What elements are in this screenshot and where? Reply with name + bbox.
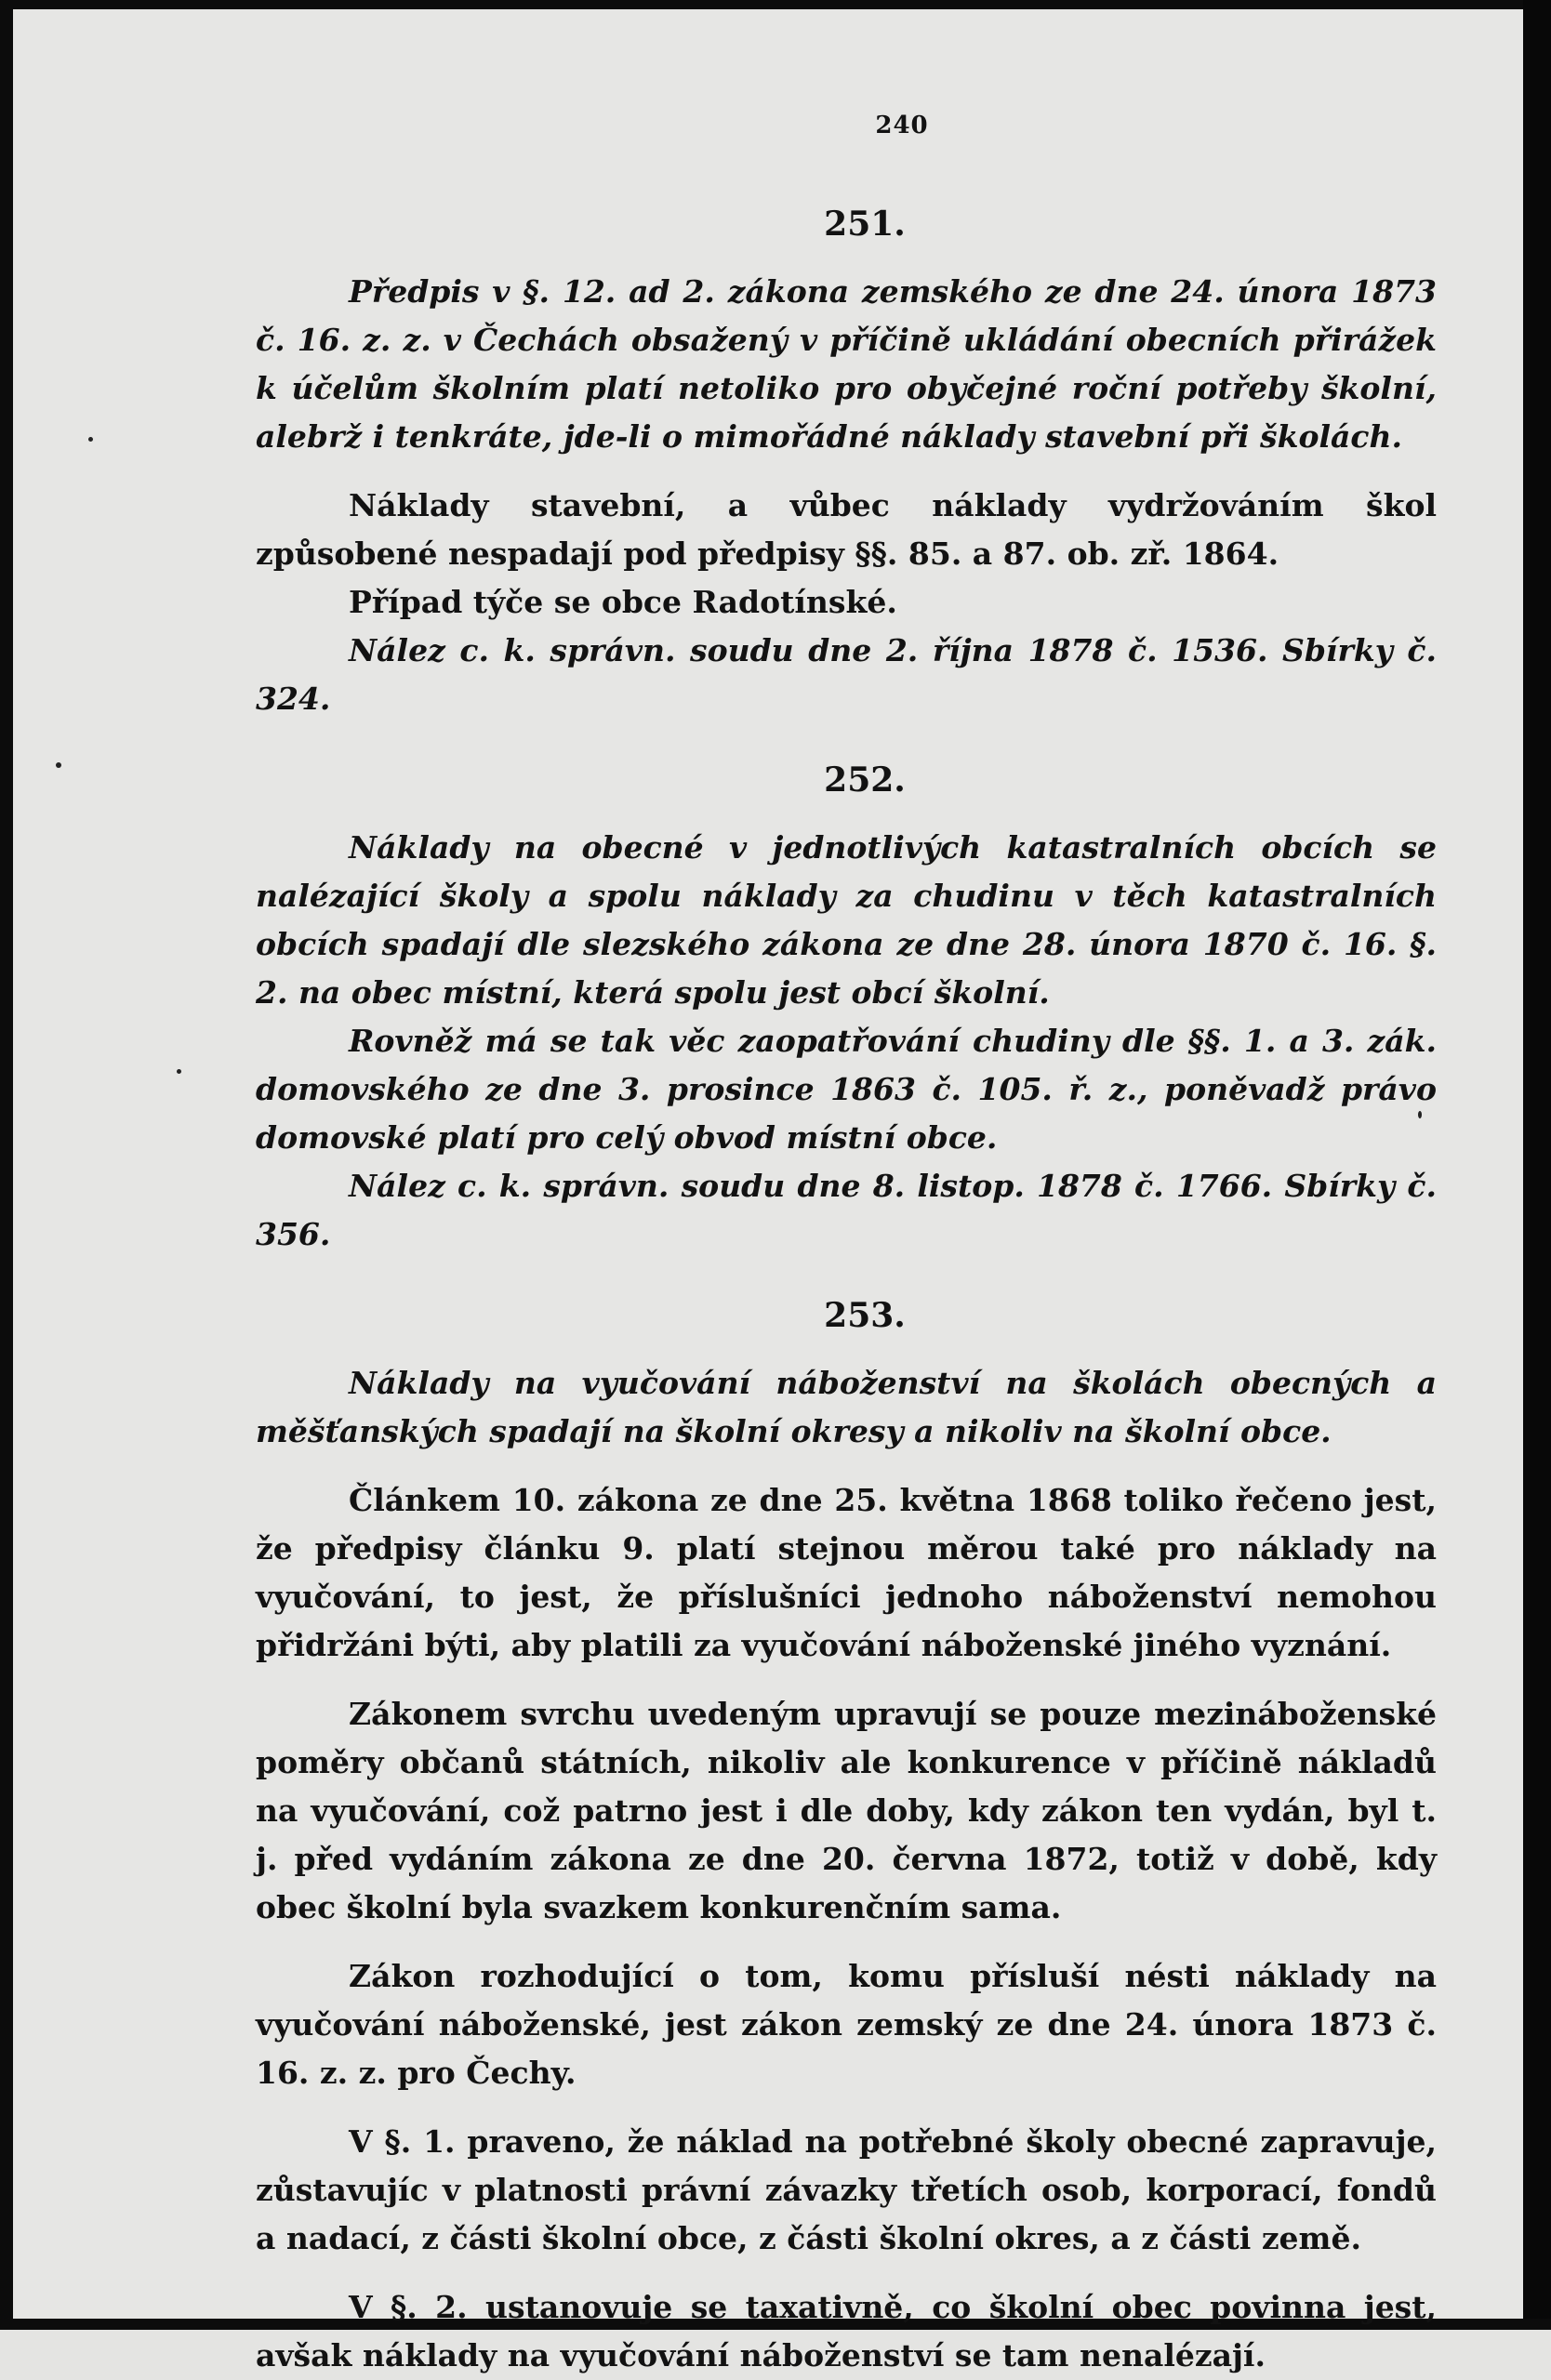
scan-speck <box>56 762 61 768</box>
section-number: 253. <box>824 1296 906 1335</box>
section-number: 252. <box>824 760 906 800</box>
scan-speck <box>177 1069 181 1074</box>
scan-border-left <box>0 0 13 2330</box>
body-paragraph: Zákonem svrchu uvedeným upravují se pouze mezináboženské poměry občanů státních, nikoliv ale konkurence v příčině nákladů na vyučování, což patrno jest i dle doby, kdy zákon ten vydán, byl t. j. před vydáním zákona ze dne 20. června 1872, totiž v době, kdy obec školní byla svazkem konkurenčním sama. <box>256 1696 1437 1925</box>
section-headnote: Předpis v §. 12. ad 2. zákona zemského ze dne 24. února 1873 č. 16. z. z. v Čechách obsažený v příčině ukládání obecních přirážek k účelům školním platí netoliko pro obyčejné roční potřeby školní, alebrž i tenkráte, jde-li o mimořádné náklady stavební při školách. <box>256 273 1437 455</box>
page-number: 240 <box>875 112 929 139</box>
section-headnote: Náklady na obecné v jednotlivých katastralních obcích se nalézající školy a spolu náklady za chudinu v těch katastralních obcích spadají dle slezského zákona ze dne 28. února 1870 č. 16. §. 2. na obec místní, která spolu jest obcí školní. <box>256 829 1437 1011</box>
scan-border-right <box>1523 0 1551 2330</box>
section-253 <box>256 1296 1437 2380</box>
section-252 <box>256 760 1437 1259</box>
scan-speck <box>88 437 93 442</box>
section-body: Náklady stavební, a vůbec náklady vydržováním škol způsobené nespadají pod předpisy §§. 85. a 87. ob. zř. 1864. <box>256 487 1437 572</box>
section-headnote-continued: Rovněž má se tak věc zaopatřování chudiny dle §§. 1. a 3. zák. domovského ze dne 3. prosince 1863 č. 105. ř. z., poněvadž právo domovské platí pro celý obvod místní obce. <box>256 1023 1437 1156</box>
section-number: 251. <box>824 205 906 244</box>
case-note: Případ týče se obce Radotínské. <box>349 584 897 620</box>
body-paragraph: Zákon rozhodující o tom, komu přísluší nésti náklady na vyučování náboženské, jest zákon zemský ze dne 24. února 1873 č. 16. z. z. pro Čechy. <box>256 1958 1437 2091</box>
section-headnote: Náklady na vyučování náboženství na školách obecných a měšťanských spadají na školní okresy a nikoliv na školní obce. <box>256 1365 1437 1449</box>
body-paragraph: V §. 2. ustanovuje se taxativně, co školní obec povinna jest, avšak náklady na vyučování náboženství se tam nenalézají. <box>256 2289 1437 2373</box>
body-paragraph: V §. 1. praveno, že náklad na potřebné školy obecné zapravuje, zůstavujíc v platnosti právní závazky třetích osob, korporací, fondů a nadací, z části školní obce, z části školní okres, a z části země. <box>256 2123 1437 2256</box>
section-251 <box>256 205 1437 723</box>
scan-border-top <box>0 0 1551 9</box>
decision-reference: Nález c. k. správn. soudu dne 8. listop. 1878 č. 1766. Sbírky č. 356. <box>256 1168 1437 1252</box>
decision-reference: Nález c. k. správn. soudu dne 2. října 1878 č. 1536. Sbírky č. 324. <box>256 632 1437 717</box>
body-paragraph: Článkem 10. zákona ze dne 25. května 1868 toliko řečeno jest, že předpisy článku 9. platí stejnou měrou také pro náklady na vyučování, to jest, že příslušníci jednoho náboženství nemohou přidržáni býti, aby platili za vyučování náboženské jiného vyznání. <box>256 1482 1437 1663</box>
page-content <box>256 112 1437 2380</box>
